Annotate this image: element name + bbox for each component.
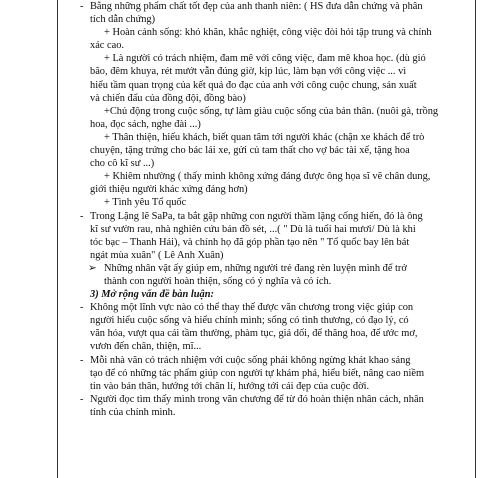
- text-line: [90, 92, 475, 105]
- text-line: [90, 314, 475, 327]
- line-text: xác cao.: [90, 40, 125, 52]
- line-text: tóc bạc – Thanh Hải), và chính họ đã góp phần tạo nên " Tổ quốc bay lên bát: [90, 236, 410, 248]
- text-line: [90, 288, 475, 301]
- bullet-dash: -: [80, 210, 84, 222]
- text-line: [90, 223, 475, 236]
- section-heading: 3) Mở rộng vấn đề bàn luận:: [90, 289, 214, 301]
- text-line: [90, 65, 475, 78]
- text-line: [80, 301, 475, 314]
- text-line: [90, 183, 475, 196]
- line-text: ngát mùa xuân" ( Lê Anh Xuân): [90, 249, 224, 261]
- line-text: Không một lĩnh vực nào có thể thay thế được văn chương trong việc giúp con: [90, 302, 414, 314]
- text-line: [90, 249, 475, 262]
- text-line: [90, 380, 475, 393]
- text-line: [90, 275, 475, 288]
- line-text: tính của chính mình.: [90, 406, 176, 418]
- bullet-dash: -: [80, 1, 84, 12]
- arrow-bullet-icon: ➢: [88, 262, 97, 274]
- line-text: người hiểu cuộc sống và hiểu chính mình; sống có tình thương, có đạo lý, có: [90, 315, 409, 327]
- text-line: [90, 262, 475, 275]
- text-line: [90, 79, 475, 92]
- text-line: [90, 26, 475, 39]
- line-text: cho cô kĩ sư ...): [90, 158, 155, 170]
- text-line: [90, 131, 475, 144]
- text-line: [90, 236, 475, 249]
- line-text: + Là người có trách nhiệm, đam mê với công việc, đam mê khoa học. (dù gió: [104, 53, 426, 65]
- text-line: [90, 327, 475, 340]
- content-column: [80, 0, 475, 419]
- line-text: tạo để có những tác phẩm giúp con người tự khám phá, hiểu biết, nâng cao niềm: [90, 367, 425, 379]
- column-divider-left: [57, 0, 58, 478]
- line-text: văn hóa, vượt qua cái tầm thường, phàm tục, giả dối, để thăng hoa, để ước mơ,: [90, 328, 418, 340]
- line-text: giới thiệu người khác xứng đáng hơn): [90, 184, 248, 196]
- text-line: [90, 157, 475, 170]
- text-line: [90, 406, 475, 419]
- column-divider-right: [475, 0, 476, 478]
- text-line: [90, 144, 475, 157]
- line-text: + Hoàn cảnh sống: khó khăn, khắc nghiệt, công việc đòi hỏi tập trung và chính: [104, 27, 432, 39]
- text-line: [80, 210, 475, 223]
- bullet-dash: -: [80, 393, 84, 405]
- text-line: [80, 354, 475, 367]
- line-text: tích dẫn chứng): [90, 14, 156, 26]
- text-line: [90, 13, 475, 26]
- text-line: [90, 105, 475, 118]
- text-line: [90, 170, 475, 183]
- line-text: và chiến đấu của đồng đội, đồng bào): [90, 92, 246, 104]
- line-text: Người đọc tìm thấy mình trong văn chương để từ đó hoàn thiện nhân cách, nhân: [90, 393, 424, 405]
- text-line: [90, 39, 475, 52]
- line-text: Bằng những phẩm chất tốt đẹp của anh thanh niên: ( HS đưa dẫn chứng và phân: [90, 1, 423, 12]
- line-text: Mỗi nhà văn có trách nhiệm với cuộc sống phải không ngừng khát khao sáng: [90, 354, 411, 366]
- line-text: + Thân thiện, hiếu khách, biết quan tâm tới người khác (chặn xe khách để trò: [104, 131, 425, 143]
- text-line: [90, 340, 475, 353]
- line-text: vươn đến chân, thiện, mĩ...: [90, 341, 202, 353]
- text-line: [90, 118, 475, 131]
- line-text: bão, đêm khuya, rét mướt vẫn đúng giờ, kịp lúc, làm bạn với công việc ... vì: [90, 66, 407, 78]
- line-text: Trong Lặng lẽ SaPa, ta bắt gặp những con người thầm lặng cống hiến, đó là ông: [90, 210, 423, 222]
- line-text: + Khiêm nhường ( thấy mình không xứng đáng được ông họa sĩ vẽ chân dung,: [104, 171, 431, 183]
- line-text: chuyện, tặng trứng cho bác lái xe, gửi củ tam thất cho vợ bác tài xế, tặng hoa: [90, 145, 410, 157]
- text-line: [80, 393, 475, 406]
- line-text: + Tình yêu Tổ quốc: [104, 197, 187, 209]
- text-line: [90, 367, 475, 380]
- text-line: [80, 0, 475, 13]
- line-text: kĩ sư vườn rau, nhà nghiên cứu bản đồ sét, ...( " Dù là tuổi hai mươi/ Dù là khi: [90, 223, 416, 235]
- line-text: hiểu tầm quan trọng của kết quả đo đạc của anh với công cuộc chung, sản xuất: [90, 79, 417, 91]
- line-text: thành con người hoàn thiện, sống có ý nghĩa và có ích.: [104, 275, 332, 287]
- text-line: [90, 196, 475, 209]
- line-text: +Chủ động trong cuộc sống, tự làm giàu cuộc sống của bản thân. (nuôi gà, trồng: [104, 105, 439, 117]
- line-text: hoa, đọc sách, nghe đài ...): [90, 118, 201, 130]
- line-text: Những nhân vật ấy giúp em, những người trẻ đang rèn luyện mình để trở: [104, 262, 407, 274]
- text-line: [90, 52, 475, 65]
- line-text: tin vào bản thân, hướng tới chân lí, hướng tới cái đẹp của cuộc đời.: [90, 380, 370, 392]
- bullet-dash: -: [80, 354, 84, 366]
- bullet-dash: -: [80, 302, 84, 314]
